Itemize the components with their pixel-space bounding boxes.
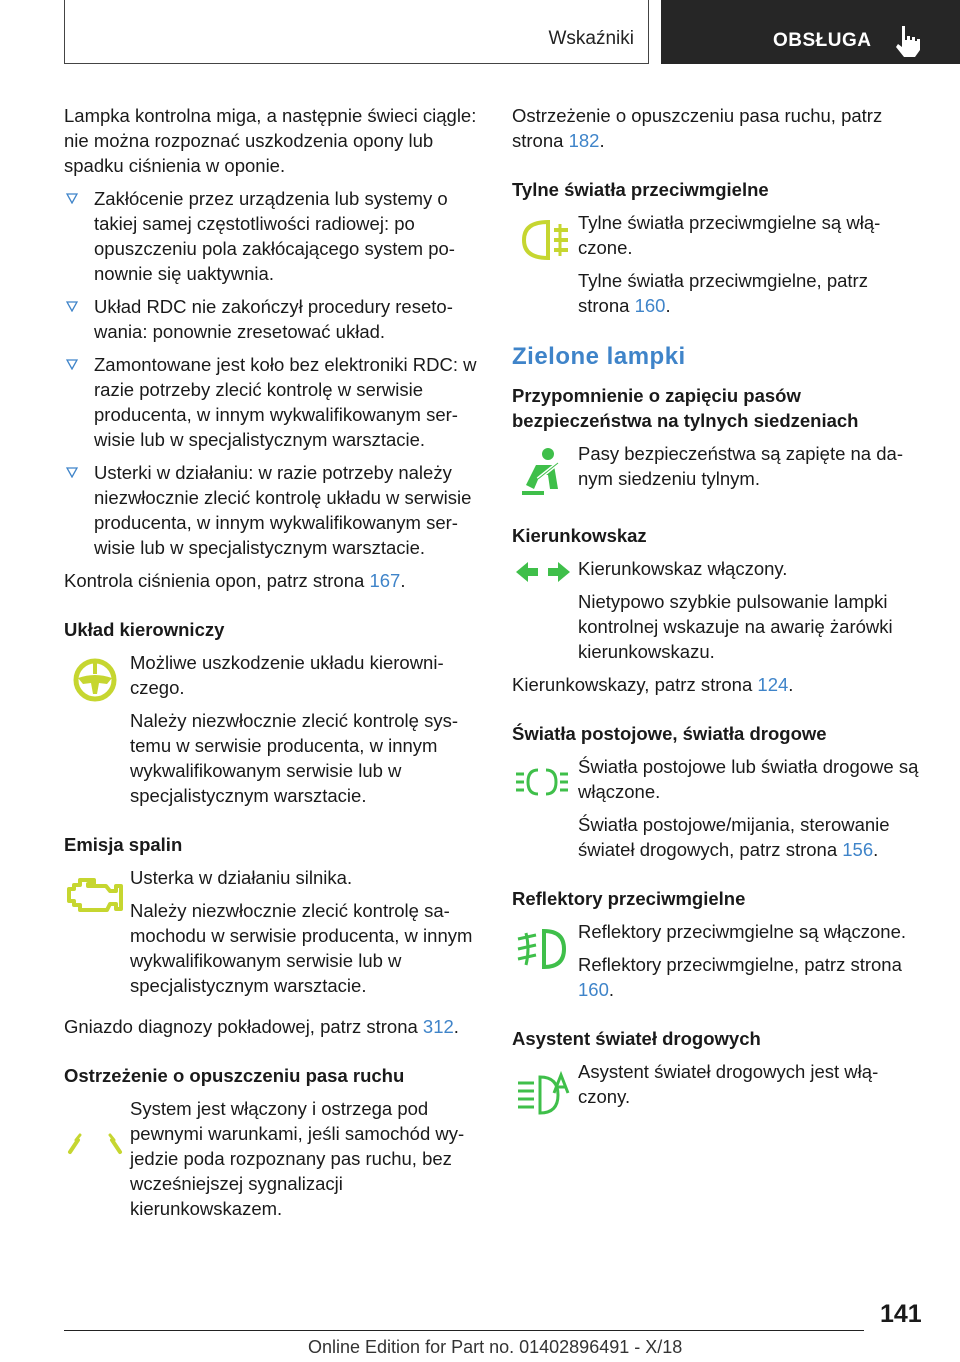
parking-light-icon	[514, 754, 572, 812]
steering-indicator: Możliwe uszkodzenie układu kierowniczego. Należy niezwłocznie zlecić kontrolę systemu w serwisie producenta, w innym wykwalifikowanym serwisie lub w specjalistycznym warsztacie.	[64, 650, 482, 808]
turn-heading: Kierunkowskaz	[512, 525, 647, 546]
diagnosis-reference: Gniazdo diagnozy pokładowej, patrz strona 312.	[64, 1016, 459, 1037]
left-column	[64, 103, 482, 1229]
page-link[interactable]: 160	[634, 295, 666, 316]
tire-warning-intro: Lampka kontrolna miga, a następnie świeci ciągle: nie można rozpoznać uszkodzenia opony lub spadku ciśnienia w oponie.	[64, 105, 477, 176]
belt-heading: Przypomnienie o zapięciu pasów bezpieczeństwa na tylnych siedzeniach	[512, 385, 859, 431]
list-item: Usterki w działaniu: w razie potrzeby należy niezwłocznie zlecić kontrolę układu w serwisie producenta, w innym wykwalifikowanym serwisie lub w specjalistycznym warsztacie.	[64, 460, 482, 560]
engine-check-icon	[66, 865, 124, 923]
lane-departure-icon	[66, 1110, 124, 1168]
front-fog-heading: Reflektory przeciwmgielne	[512, 888, 746, 909]
rear-fog-indicator: Tylne światła przeciwmgielne są włączone. Tylne światła przeciwmgielne, patrz strona 160.	[512, 210, 920, 318]
seatbelt-icon	[514, 445, 572, 503]
high-beam-indicator: Asystent świateł drogowych jest włączony.	[512, 1059, 920, 1109]
page-link[interactable]: 124	[757, 674, 789, 695]
lane-heading: Ostrzeżenie o opuszczeniu pasa ruchu	[64, 1065, 405, 1086]
page-link[interactable]: 182	[568, 130, 600, 151]
parking-heading: Światła postojowe, światła drogowe	[512, 723, 827, 744]
triangle-bullet-icon	[66, 300, 78, 312]
footer-edition: Online Edition for Part no. 01402896491 - X/18	[308, 1337, 683, 1357]
rear-fog-light-icon	[514, 210, 572, 268]
footer-divider	[64, 1330, 864, 1331]
page-number: 141	[880, 1300, 922, 1328]
page-link[interactable]: 167	[369, 570, 401, 591]
tire-pressure-reference: Kontrola ciśnienia opon, patrz strona 167.	[64, 570, 406, 591]
triangle-bullet-icon	[66, 358, 78, 370]
emission-indicator: Usterka w działaniu silnika. Należy niezwłocznie zlecić kontrolę samochodu w serwisie producenta, w innym wykwalifikowanym serwisie lub w specjalistycznym warsztacie.	[64, 865, 482, 998]
steering-wheel-warning-icon	[66, 650, 124, 708]
triangle-bullet-icon	[66, 192, 78, 204]
high-beam-heading: Asystent świateł drogowych	[512, 1028, 761, 1049]
front-fog-indicator: Reflektory przeciwmgielne są włączone. Reflektory przeciwmgielne, patrz strona 160.	[512, 919, 920, 1002]
emission-heading: Emisja spalin	[64, 834, 183, 855]
rear-fog-heading: Tylne światła przeciwmgielne	[512, 179, 769, 200]
page-link[interactable]: 156	[842, 839, 874, 860]
turn-signal-icon	[514, 556, 572, 614]
steering-heading: Układ kierowniczy	[64, 619, 225, 640]
page-link[interactable]: 312	[422, 1016, 454, 1037]
high-beam-assistant-icon	[514, 1065, 572, 1123]
hand-pointer-icon	[893, 24, 923, 58]
lane-indicator: System jest włączony i ostrzega pod pewnymi warunkami, jeśli samochód wyjedzie poda rozpoznany pas ruchu, bez wcześniejszej sygnalizacji kierunkowskazem.	[64, 1096, 482, 1221]
chapter-tab-label: OBSŁUGA	[773, 30, 872, 51]
list-item: Zamontowane jest koło bez elektroniki RDC: w razie potrzeby zlecić kontrolę w serwisie producenta, w innym wykwalifikowanym serwisie lub w specjalistycznym warsztacie.	[64, 352, 482, 452]
triangle-bullet-icon	[66, 466, 78, 478]
front-fog-light-icon	[514, 919, 572, 977]
turn-reference: Kierunkowskazy, patrz strona 124.	[512, 674, 794, 695]
list-item: Układ RDC nie zakończył procedury resetowania: ponownie zresetować układ.	[64, 294, 482, 344]
right-column	[512, 103, 920, 1117]
green-lamps-title: Zielone lampki	[512, 343, 686, 370]
list-item: Zakłócenie przez urządzenia lub systemy o takiej samej częstotliwości radiowej: po opuszczeniu pola zakłócającego system ponownie się uaktywnia.	[64, 186, 482, 286]
page-link[interactable]: 160	[578, 979, 609, 1000]
lane-reference: Ostrzeżenie o opuszczeniu pasa ruchu, patrz strona 182.	[512, 105, 883, 151]
parking-indicator: Światła postojowe lub światła drogowe są włączone. Światła postojowe/mijania, sterowanie świateł drogowych, patrz strona 156.	[512, 754, 920, 862]
belt-indicator: Pasy bezpieczeństwa są zapięte na danym siedzeniu tylnym.	[512, 441, 920, 499]
turn-indicator: Kierunkowskaz włączony. Nietypowo szybkie pulsowanie lampki kontrolnej wskazuje na awarię żarówki kierunkowskazu.	[512, 556, 920, 664]
tire-warning-causes	[64, 186, 482, 560]
section-title: Wskaźniki	[548, 28, 634, 49]
